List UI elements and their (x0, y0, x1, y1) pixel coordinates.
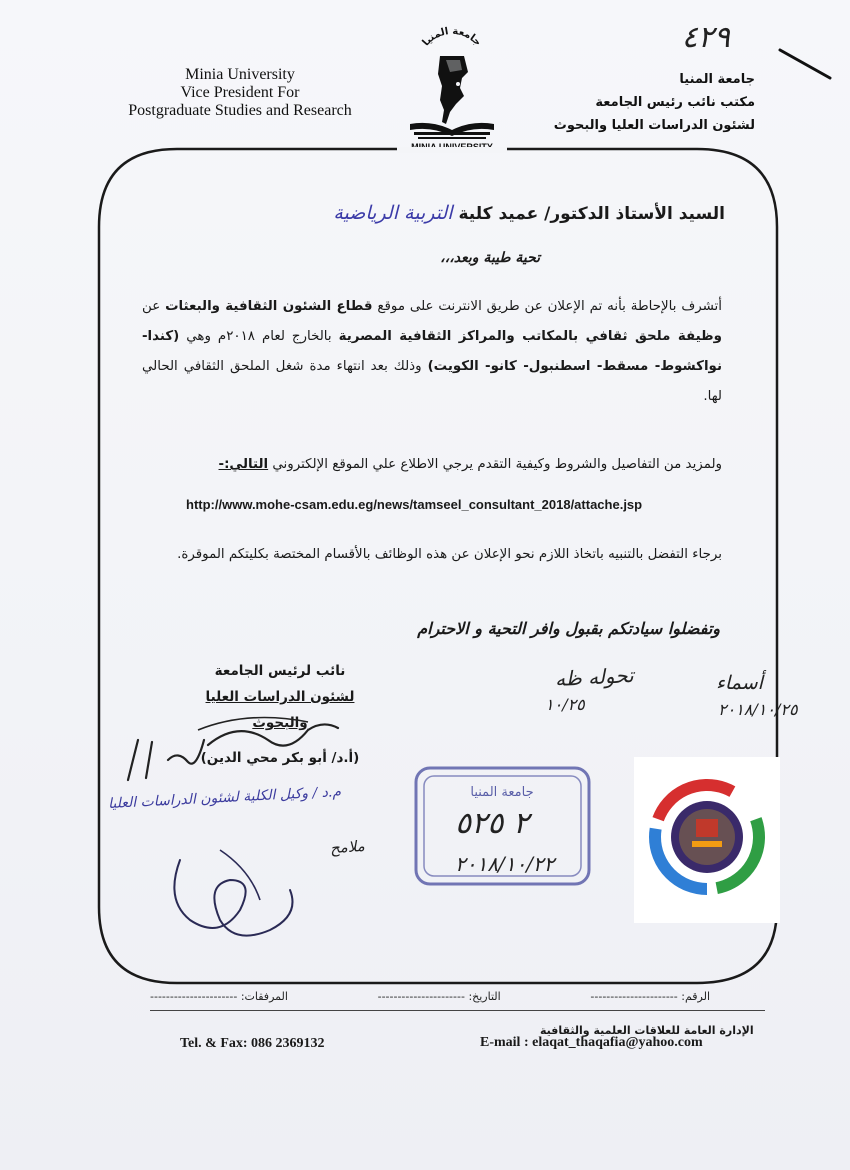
text-run-bold: قطاع الشئون الثقافية والبعثات (165, 299, 373, 314)
seal-emblem-icon (634, 757, 780, 923)
signatory-name: (أ.د/ أبو بكر محي الدين) (200, 750, 360, 766)
attachments-field: المرفقات: ---------------------- (150, 990, 288, 1003)
text-run: ولمزيد من التفاصيل والشروط وكيفية التقدم يرجي الاطلاع علي الموقع الإلكتروني (268, 457, 722, 472)
handwritten-referral-note: تحوله ظه (554, 662, 635, 692)
text-run: عن (142, 299, 166, 314)
minia-university-logo-icon (402, 26, 502, 154)
pen-stroke-icon (775, 40, 835, 90)
handwritten-signature-icon (160, 840, 310, 950)
text-run: بالخارج لعام ٢٠١٨م وهي (179, 329, 339, 344)
letterhead-line: جامعة المنيا (679, 72, 755, 87)
closing-salutation: وتفضلوا سيادتكم بقبول وافر التحية و الاحترام (417, 619, 720, 638)
paragraph-details (142, 450, 722, 480)
telephone-fax: Tel. & Fax: 086 2369132 (180, 1036, 325, 1051)
english-letterhead (115, 66, 365, 120)
signatory-title-line: لشئون الدراسات العليا والبحوث (205, 689, 355, 731)
text-run: أتشرف بالإحاطة بأنه تم الإعلان عن طريق الانترنت على موقع (372, 299, 722, 314)
footer-divider (150, 1010, 765, 1011)
addressee-handwritten: التربية الرياضية (333, 202, 453, 224)
logo-arabic-text: جامعة المنيا (420, 26, 484, 49)
stamp-handwritten-date: ٢٠١٨/١٠/٢٢ (455, 852, 555, 876)
ref-number-field: الرقم: ---------------------- (590, 990, 710, 1003)
handwritten-lower-note: ملامح (329, 836, 366, 858)
paragraph-announcement (142, 292, 722, 412)
stamp-header: جامعة المنيا (470, 785, 534, 800)
svg-text:جامعة المنيا (421, 26, 484, 48)
department-name: الإدارة العامة للعلاقات العلمية والثقافية (540, 1024, 754, 1037)
signatory-title-line: نائب لرئيس الجامعة (214, 663, 346, 679)
email-address: elaqat_thaqafia@yahoo.com (532, 1035, 703, 1050)
handwritten-referral-date: ١٠/٢٥ (545, 695, 585, 714)
addressee-line (165, 200, 725, 227)
text-run-bold: (كندا- نواكشوط- مسقط- اسطنبول- كانو- الكويت) (142, 329, 722, 374)
letterhead-line: لشئون الدراسات العليا والبحوث (553, 118, 755, 133)
email-label: E-mail : (480, 1035, 529, 1050)
paragraph-request: برجاء التفضل بالتنبيه باتخاذ اللازم نحو الإعلان عن هذه الوظائف بالأقسام المختصة بكليتكم الموقرة. (177, 547, 722, 562)
text-run-bold: التالي:- (218, 457, 269, 472)
handwritten-signature-scrawl-icon (108, 700, 398, 790)
greeting: تحية طيبة وبعد،،، (440, 250, 540, 266)
letterhead-line: مكتب نائب رئيس الجامعة (595, 95, 755, 110)
reference-fields (150, 990, 710, 1003)
text-run-bold: وظيفة ملحق ثقافي بالمكاتب والمراكز الثقافية المصرية (338, 329, 722, 344)
stamp-handwritten-number: ٢ ٥٢٥ (455, 806, 530, 841)
announcement-url: http://www.mohe-csam.edu.eg/news/tamseel_consultant_2018/attache.jsp (186, 497, 643, 512)
handwritten-name-date: ٢٠١٨/١٠/٢٥ (718, 700, 798, 719)
web-portal-seal (634, 757, 780, 923)
addressee-printed: السيد الأستاذ الدكتور/ عميد كلية (458, 204, 725, 224)
arabic-letterhead (495, 68, 755, 137)
date-field: التاريخ: ---------------------- (377, 990, 501, 1003)
letterhead-line: Postgraduate Studies and Research (128, 102, 352, 119)
handwritten-reference-number: ٤٢٩ (681, 20, 730, 55)
letterhead-line: Vice President For (180, 84, 300, 101)
handwritten-name-note: أسماء (716, 672, 763, 694)
handwritten-blue-instruction: م.د / وكيل الكلية لشئون الدراسات العليا (107, 783, 342, 813)
text-run: وذلك بعد انتهاء مدة شغل الملحق الثقافي الحالي لها. (142, 359, 722, 404)
letterhead-line: Minia University (185, 66, 295, 83)
email-line (480, 1035, 703, 1051)
